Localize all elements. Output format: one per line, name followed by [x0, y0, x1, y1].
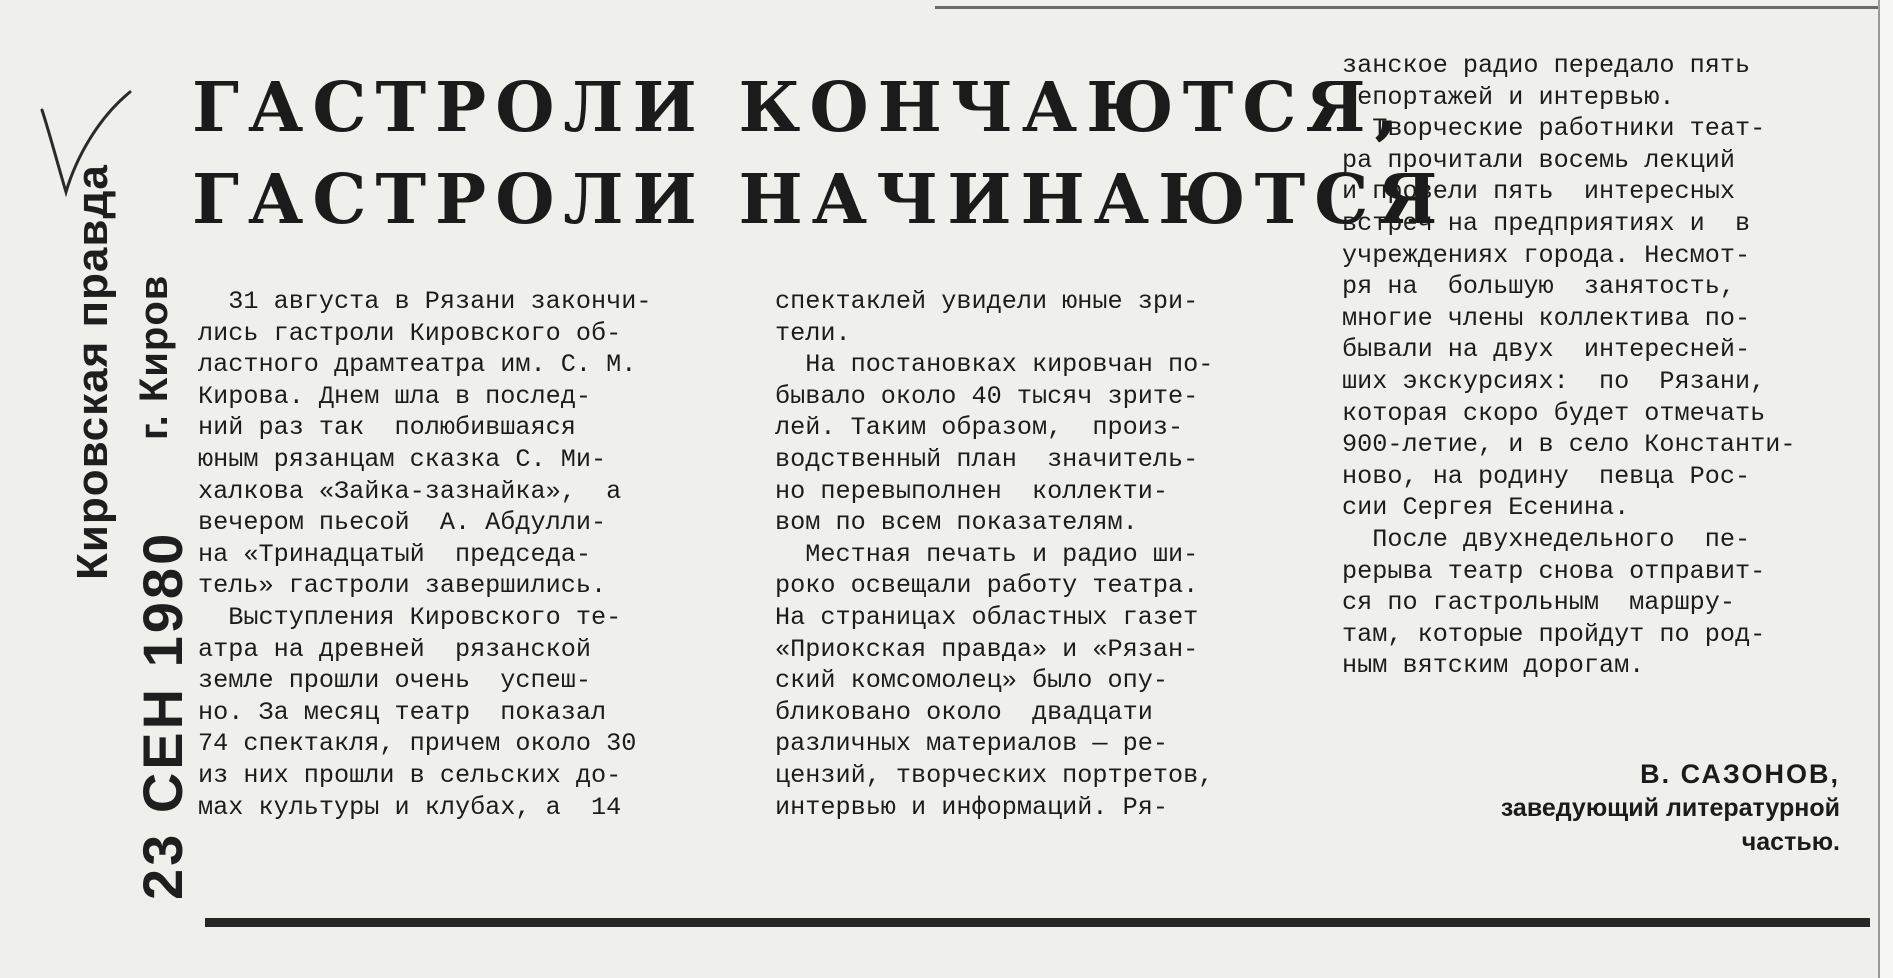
- stamp-newspaper-name: Кировская правда: [68, 164, 117, 580]
- text-line: занское радио передало пять: [1342, 51, 1751, 80]
- text-line: земле прошли очень успеш-: [198, 666, 591, 696]
- text-line: Выступления Кировского те-: [198, 602, 622, 632]
- article-column-1: [198, 286, 730, 823]
- article-column-2: [775, 286, 1305, 823]
- text-line: на «Тринадцатый председа-: [198, 539, 591, 569]
- text-line: После двухнедельного пе-: [1342, 524, 1751, 554]
- text-line: там, которые пройдут по род-: [1342, 619, 1766, 649]
- text-line: ря на большую занятость,: [1342, 272, 1735, 302]
- text-line: сии Сергея Есенина.: [1342, 493, 1630, 523]
- author-signature: [1320, 757, 1840, 859]
- text-line: Творческие работники теат-: [1342, 114, 1766, 144]
- text-line: Кирова. Днем шла в послед-: [198, 381, 591, 411]
- text-line: ластного драмтеатра им. С. М.: [198, 350, 637, 380]
- text-line: водственный план значитель-: [775, 444, 1199, 474]
- text-line: халкова «Зайка-зазнайка», а: [198, 476, 622, 506]
- text-line: лись гастроли Кировского об-: [198, 318, 622, 348]
- text-line: но перевыполнен коллекти-: [775, 476, 1168, 506]
- text-line: бывали на двух интересней-: [1342, 335, 1751, 365]
- bottom-rule: [205, 918, 1870, 927]
- text-line: тели.: [775, 318, 851, 348]
- article-headline: [192, 62, 1447, 246]
- text-line: из них прошли в сельских до-: [198, 760, 622, 790]
- text-line: лей. Таким образом, произ-: [775, 413, 1184, 443]
- text-line: тель» гастроли завершились.: [198, 571, 607, 601]
- article-column-3: [1342, 50, 1867, 682]
- text-line: но. За месяц театр показал: [198, 697, 607, 727]
- text-line: роко освещали работу театра.: [775, 571, 1199, 601]
- text-line: бликовано около двадцати: [775, 697, 1153, 727]
- top-rule: [935, 6, 1880, 9]
- text-line: атра на древней рязанской: [198, 634, 591, 664]
- text-line: и провели пять интересных: [1342, 177, 1735, 207]
- author-role-line: заведующий литературной: [1500, 794, 1840, 822]
- text-line: Местная печать и радио ши-: [775, 539, 1199, 569]
- text-line: ново, на родину певца Рос-: [1342, 461, 1751, 491]
- text-line: встреч на предприятиях и в: [1342, 208, 1751, 238]
- text-line: 31 августа в Рязани закончи-: [198, 287, 652, 316]
- text-line: мах культуры и клубах, а 14: [198, 792, 622, 822]
- stamp-city: г. Киров: [132, 274, 176, 440]
- text-line: бывало около 40 тысяч зрите-: [775, 381, 1199, 411]
- text-line: спектаклей увидели юные зри-: [775, 287, 1199, 316]
- text-line: учреждениях города. Несмот-: [1342, 240, 1751, 270]
- headline-line: ГАСТРОЛИ КОНЧАЮТСЯ,: [192, 68, 1408, 148]
- text-line: юным рязанцам сказка С. Ми-: [198, 444, 607, 474]
- text-line: «Приокская правда» и «Рязан-: [775, 634, 1199, 664]
- text-line: ний раз так полюбившаяся: [198, 413, 576, 443]
- stamp-date: 23 СЕН 1980: [131, 530, 194, 900]
- author-name: В. САЗОНОВ,: [1640, 759, 1840, 789]
- clipping-right-edge: [1878, 0, 1893, 978]
- text-line: рерыва театр снова отправит-: [1342, 556, 1766, 586]
- text-line: цензий, творческих портретов,: [775, 760, 1214, 790]
- text-line: ра прочитали восемь лекций: [1342, 145, 1735, 175]
- text-line: 900-летие, и в село Константи-: [1342, 430, 1796, 460]
- text-line: ным вятским дорогам.: [1342, 651, 1645, 681]
- text-line: различных материалов — ре-: [775, 729, 1168, 759]
- headline-line: ГАСТРОЛИ НАЧИНАЮТСЯ: [192, 160, 1447, 240]
- text-line: На страницах областных газет: [775, 602, 1199, 632]
- archive-stamp: [48, 164, 198, 910]
- text-line: ся по гастрольным маршру-: [1342, 588, 1735, 618]
- text-line: репортажей и интервью.: [1342, 82, 1675, 112]
- text-line: 74 спектакля, причем около 30: [198, 729, 637, 759]
- text-line: На постановках кировчан по-: [775, 350, 1214, 380]
- author-role-line: частью.: [1741, 828, 1840, 856]
- text-line: интервью и информаций. Ря-: [775, 792, 1168, 822]
- text-line: вом по всем показателям.: [775, 508, 1138, 538]
- text-line: ших экскурсиях: по Рязани,: [1342, 366, 1766, 396]
- text-line: вечером пьесой А. Абдулли-: [198, 508, 607, 538]
- text-line: которая скоро будет отмечать: [1342, 398, 1766, 428]
- text-line: ский комсомолец» было опу-: [775, 666, 1168, 696]
- text-line: многие члены коллектива по-: [1342, 303, 1751, 333]
